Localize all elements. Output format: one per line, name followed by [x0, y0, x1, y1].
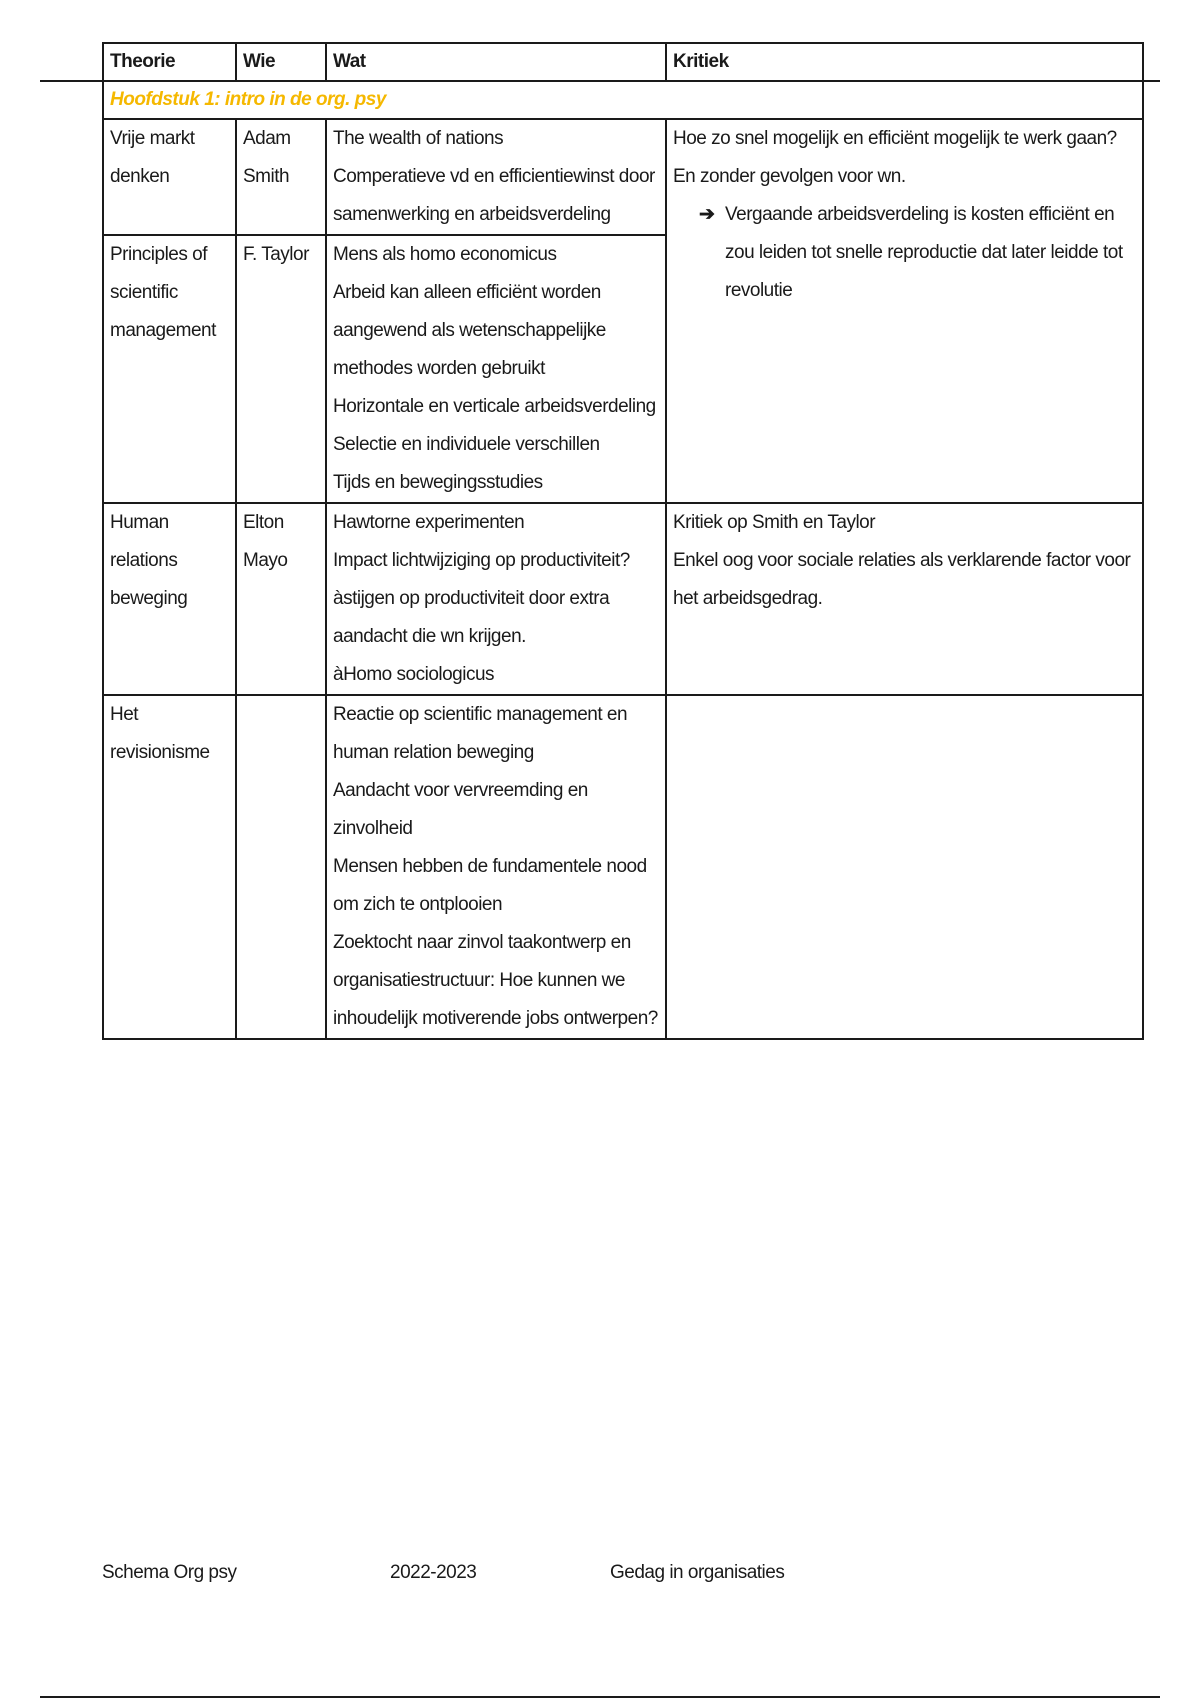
header-theorie: Theorie	[103, 43, 236, 81]
cell-wat	[326, 119, 666, 235]
wat-line: Impact lichtwijziging op productiviteit?	[333, 550, 630, 571]
header-wat: Wat	[326, 43, 666, 81]
wat-line: Comperatieve vd en efficientiewinst door samenwerking en arbeidsverdeling	[333, 166, 655, 225]
cell-wie	[236, 695, 326, 1039]
wat-line: Mens als homo economicus	[333, 244, 557, 265]
wat-line: Mensen hebben de fundamentele nood om zich te ontplooien	[333, 856, 647, 915]
footer-middle: 2022-2023	[390, 1562, 477, 1583]
cell-wie: Elton Mayo	[236, 503, 326, 695]
kritiek-arrow-item	[673, 196, 1136, 310]
chapter-row	[103, 81, 1143, 119]
cell-wie: F. Taylor	[236, 235, 326, 503]
footer-left: Schema Org psy	[102, 1562, 237, 1583]
schema-table	[102, 42, 1144, 1040]
cell-kritiek	[666, 503, 1143, 695]
header-wie: Wie	[236, 43, 326, 81]
table-row	[103, 503, 1143, 695]
kritiek-line: Enkel oog voor sociale relaties als verklarende factor voor het arbeidsgedrag.	[673, 550, 1131, 609]
wat-line: Aandacht voor vervreemding en zinvolheid	[333, 780, 588, 839]
footer-right: Gedag in organisaties	[610, 1562, 785, 1583]
cell-wat	[326, 695, 666, 1039]
chapter-title: Hoofdstuk 1: intro in de org. psy	[103, 81, 1143, 119]
wat-line: The wealth of nations	[333, 128, 504, 149]
wat-line: Horizontale en verticale arbeidsverdeling	[333, 396, 656, 417]
cell-wat	[326, 503, 666, 695]
wat-line: àstijgen op productiviteit door extra aandacht die wn krijgen.	[333, 588, 610, 647]
table-row	[103, 695, 1143, 1039]
wat-line: Zoektocht naar zinvol taakontwerp en organisatiestructuur: Hoe kunnen we inhoudelijk motiverende jobs ontwerpen?	[333, 932, 658, 1029]
header-kritiek: Kritiek	[666, 43, 1143, 81]
wat-line: Hawtorne experimenten	[333, 512, 525, 533]
wat-line: àHomo sociologicus	[333, 664, 495, 685]
kritiek-arrow-text: Vergaande arbeidsverdeling is kosten efficiënt en zou leiden tot snelle reproductie dat later leidde tot revolutie	[725, 204, 1123, 301]
arrow-right-icon: ➔	[699, 204, 715, 225]
wat-line: Selectie en individuele verschillen	[333, 434, 600, 455]
cell-theorie: Human relations beweging	[103, 503, 236, 695]
cell-kritiek	[666, 119, 1143, 503]
cell-wie: Adam Smith	[236, 119, 326, 235]
cell-theorie: Vrije markt denken	[103, 119, 236, 235]
kritiek-line: Hoe zo snel mogelijk en efficiënt mogelijk te werk gaan? En zonder gevolgen voor wn.	[673, 128, 1117, 187]
wat-line: Reactie op scientific management en human relation beweging	[333, 704, 628, 763]
kritiek-line: Kritiek op Smith en Taylor	[673, 512, 876, 533]
cell-wat	[326, 235, 666, 503]
table-row	[103, 119, 1143, 235]
wat-line: Arbeid kan alleen efficiënt worden aangewend als wetenschappelijke methodes worden gebruikt	[333, 282, 606, 379]
cell-theorie: Het revisionisme	[103, 695, 236, 1039]
cell-kritiek	[666, 695, 1143, 1039]
header-row	[103, 43, 1143, 81]
cell-theorie: Principles of scientific management	[103, 235, 236, 503]
wat-line: Tijds en bewegingsstudies	[333, 472, 543, 493]
footer-rule	[40, 1696, 1160, 1698]
